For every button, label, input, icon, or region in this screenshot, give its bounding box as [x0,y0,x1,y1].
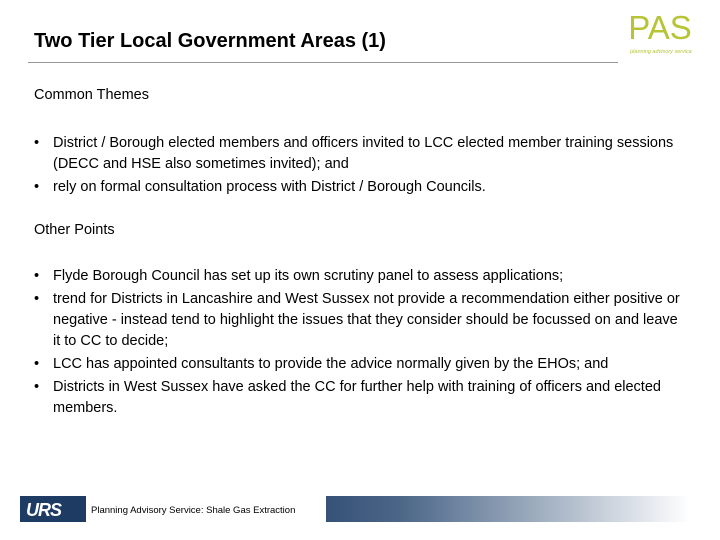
list-item-text: LCC has appointed consultants to provide the advice normally given by the EHOs; and [53,356,609,372]
bullet-icon: • [34,356,40,372]
list-item-text: rely on formal consultation process with District / Borough Councils. [53,179,486,195]
list-item-text: Districts in West Sussex have asked the CC for further help with training of officers and elected members. [53,379,661,416]
common-themes-list [34,133,684,198]
list-item [34,177,684,198]
list-item-text: trend for Districts in Lancashire and West Sussex not provide a recommendation either positive or negative - instead tend to highlight the issues that they consider should be focussed on and leave it to CC to decide; [53,291,680,349]
bullet-icon: • [34,179,40,195]
list-item [34,133,684,175]
bullet-icon: • [34,291,40,307]
footer-divider [85,496,86,522]
bullet-icon: • [34,379,40,395]
pas-logo-text: PAS [628,9,692,46]
list-item [34,266,684,287]
list-item [34,377,684,419]
section-heading-common-themes: Common Themes [34,87,149,103]
list-item [34,354,684,375]
list-item-text: Flyde Borough Council has set up its own scrutiny panel to assess applications; [53,268,564,284]
bullet-icon: • [34,268,40,284]
slide-title: Two Tier Local Government Areas (1) [34,30,386,52]
bullet-icon: • [34,135,40,151]
title-divider [28,62,618,63]
list-item-text: District / Borough elected members and officers invited to LCC elected member training sessions (DECC and HSE also sometimes invited); and [53,135,674,172]
footer-text: Planning Advisory Service: Shale Gas Extraction [91,505,296,516]
pas-logo [628,10,692,56]
pas-logo-tagline: planning advisory service [630,49,692,55]
other-points-list [34,266,684,419]
list-item [34,289,684,352]
urs-logo: URS [26,500,62,520]
section-heading-other-points: Other Points [34,222,115,238]
